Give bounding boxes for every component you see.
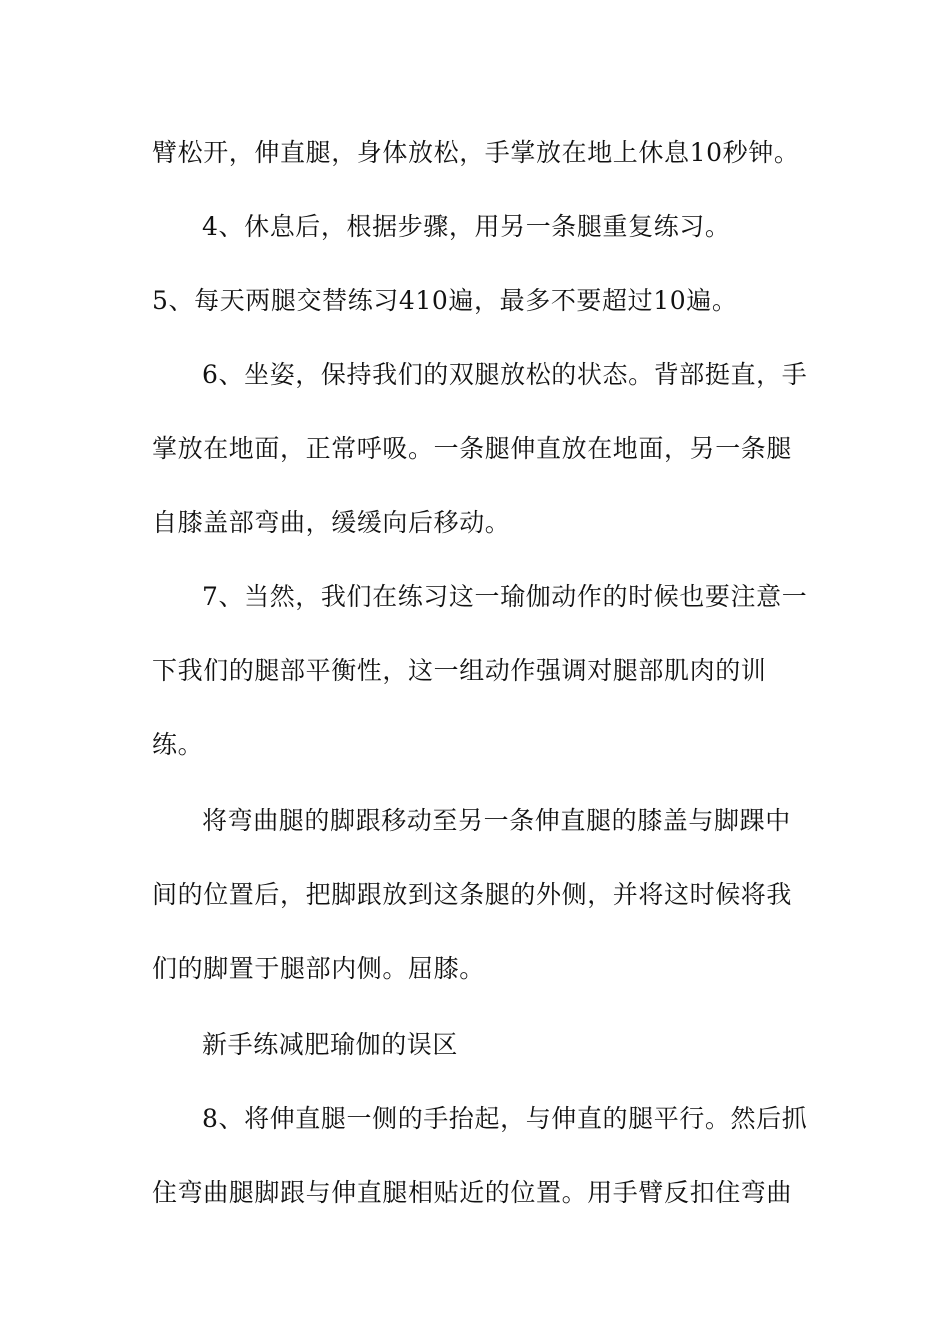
section-heading: 新手练减肥瑜伽的误区 xyxy=(202,1030,459,1059)
text-line-5: 掌放在地面，正常呼吸。一条腿伸直放在地面，另一条腿 xyxy=(152,434,793,463)
text-line-9: 练。 xyxy=(152,730,204,759)
text-line-6: 自膝盖部弯曲，缓缓向后移动。 xyxy=(152,508,511,537)
text-line-4: 6、坐姿，保持我们的双腿放松的状态。背部挺直，手 xyxy=(202,360,808,389)
text-line-10: 将弯曲腿的脚跟移动至另一条伸直腿的膝盖与脚踝中 xyxy=(202,806,791,835)
text-line-15: 住弯曲腿脚跟与伸直腿相贴近的位置。用手臂反扣住弯曲 xyxy=(152,1178,793,1207)
text-line-14: 8、将伸直腿一侧的手抬起，与伸直的腿平行。然后抓 xyxy=(202,1104,808,1133)
text-line-3: 5、每天两腿交替练习410遍，最多不要超过10遍。 xyxy=(152,286,738,315)
text-line-8: 下我们的腿部平衡性，这一组动作强调对腿部肌肉的训 xyxy=(152,656,767,685)
text-line-2: 4、休息后，根据步骤，用另一条腿重复练习。 xyxy=(202,212,731,241)
text-line-12: 们的脚置于腿部内侧。屈膝。 xyxy=(152,954,485,983)
text-line-11: 间的位置后，把脚跟放到这条腿的外侧，并将这时候将我 xyxy=(152,880,793,909)
text-line-7: 7、当然，我们在练习这一瑜伽动作的时候也要注意一 xyxy=(202,582,808,611)
text-line-1: 臂松开，伸直腿，身体放松，手掌放在地上休息10秒钟。 xyxy=(152,138,800,167)
